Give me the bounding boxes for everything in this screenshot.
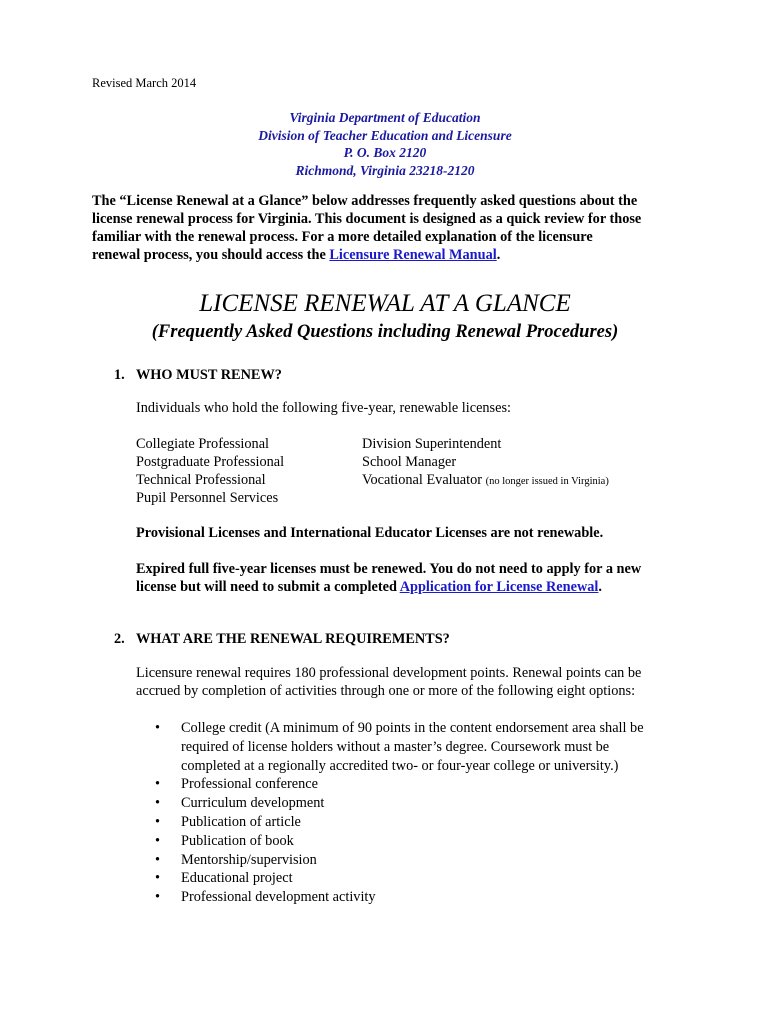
license-note: (no longer issued in Virginia) <box>485 476 609 487</box>
page-title: LICENSE RENEWAL AT A GLANCE <box>199 290 571 317</box>
bullet-icon: • <box>155 795 161 812</box>
not-renewable-note: Provisional Licenses and International Educator Licenses are not renewable. <box>136 525 604 541</box>
list-item-text: Professional development activity <box>181 889 376 906</box>
bullet-icon: • <box>155 813 161 830</box>
list-item-text: completed at a regionally accredited two- or four-year college or university.) <box>181 757 619 774</box>
intro-line: The “License Renewal at a Glance” below addresses frequently asked questions about the <box>92 193 638 209</box>
agency-po-box: P. O. Box 2120 <box>343 145 427 160</box>
license-item: Postgraduate Professional <box>136 454 285 470</box>
license-item-label: Vocational Evaluator <box>362 472 483 488</box>
bullet-icon: • <box>155 720 161 736</box>
intro-line-prefix: renewal process, you should access the <box>92 247 330 263</box>
license-item: School Manager <box>362 454 457 470</box>
list-item <box>155 775 644 794</box>
bullet-icon: • <box>155 776 161 793</box>
license-item: Pupil Personnel Services <box>136 490 279 506</box>
list-item-text: Professional conference <box>181 776 318 793</box>
expired-line: Expired full five-year licenses must be renewed. You do not need to apply for a new <box>136 561 642 577</box>
list-item <box>155 888 644 907</box>
list-item-text: Mentorship/supervision <box>181 851 317 868</box>
list-item-text: required of license holders without a master’s degree. Coursework must be <box>181 738 610 755</box>
list-item-text: Curriculum development <box>181 795 325 812</box>
renewal-requirements-paragraph <box>136 664 641 700</box>
license-item <box>362 471 609 491</box>
intro-paragraph <box>92 192 692 264</box>
bullet-icon: • <box>155 851 161 868</box>
list-item <box>155 813 644 832</box>
expired-line <box>136 578 641 596</box>
renewal-options-list <box>155 719 644 907</box>
section-2-heading <box>114 631 450 648</box>
licensure-renewal-manual-link[interactable]: Licensure Renewal Manual <box>329 247 497 263</box>
list-item <box>155 851 644 870</box>
intro-line: license renewal process for Virginia. This document is designed as a quick review for those <box>92 211 642 227</box>
list-item-text: Publication of book <box>181 832 294 849</box>
list-item <box>155 832 644 851</box>
license-item: Collegiate Professional <box>136 436 270 452</box>
paragraph-line: accrued by completion of activities through one or more of the following eight options: <box>136 683 636 699</box>
license-item: Division Superintendent <box>362 436 502 452</box>
bullet-icon: • <box>155 832 161 849</box>
agency-division: Division of Teacher Education and Licensure <box>258 127 512 143</box>
intro-line-suffix: . <box>496 247 501 263</box>
agency-header <box>160 109 610 179</box>
license-list-left <box>136 435 284 507</box>
expired-line-suffix: . <box>598 579 602 595</box>
section-title: WHAT ARE THE RENEWAL REQUIREMENTS? <box>136 631 450 647</box>
list-item-text: Publication of article <box>181 813 301 830</box>
list-item <box>155 719 644 775</box>
expired-line-prefix: license but will need to submit a completed <box>136 579 400 595</box>
license-list-right <box>362 435 609 491</box>
agency-name: Virginia Department of Education <box>289 110 481 125</box>
list-item <box>155 869 644 888</box>
intro-line: familiar with the renewal process. For a more detailed explanation of the licensure <box>92 229 593 245</box>
agency-city: Richmond, Virginia 23218-2120 <box>295 162 475 178</box>
expired-license-note <box>136 560 641 596</box>
section-1-lead: Individuals who hold the following five-year, renewable licenses: <box>136 400 512 416</box>
list-item-text: College credit (A minimum of 90 points in the content endorsement area shall be <box>181 720 644 736</box>
section-number: 2. <box>114 631 125 647</box>
paragraph-line: Licensure renewal requires 180 professional development points. Renewal points can be <box>136 665 642 681</box>
intro-line <box>92 246 692 264</box>
bullet-icon: • <box>155 870 161 887</box>
section-1-heading <box>114 367 282 384</box>
section-number: 1. <box>114 367 125 383</box>
bullet-icon: • <box>155 889 161 906</box>
page-subtitle: (Frequently Asked Questions including Renewal Procedures) <box>151 322 619 342</box>
application-for-license-renewal-link[interactable]: Application for License Renewal <box>399 579 599 595</box>
revision-date: Revised March 2014 <box>92 76 197 90</box>
list-item-text: Educational project <box>181 870 293 887</box>
license-item: Technical Professional <box>136 472 266 488</box>
list-item <box>155 794 644 813</box>
section-title: WHO MUST RENEW? <box>136 367 282 383</box>
